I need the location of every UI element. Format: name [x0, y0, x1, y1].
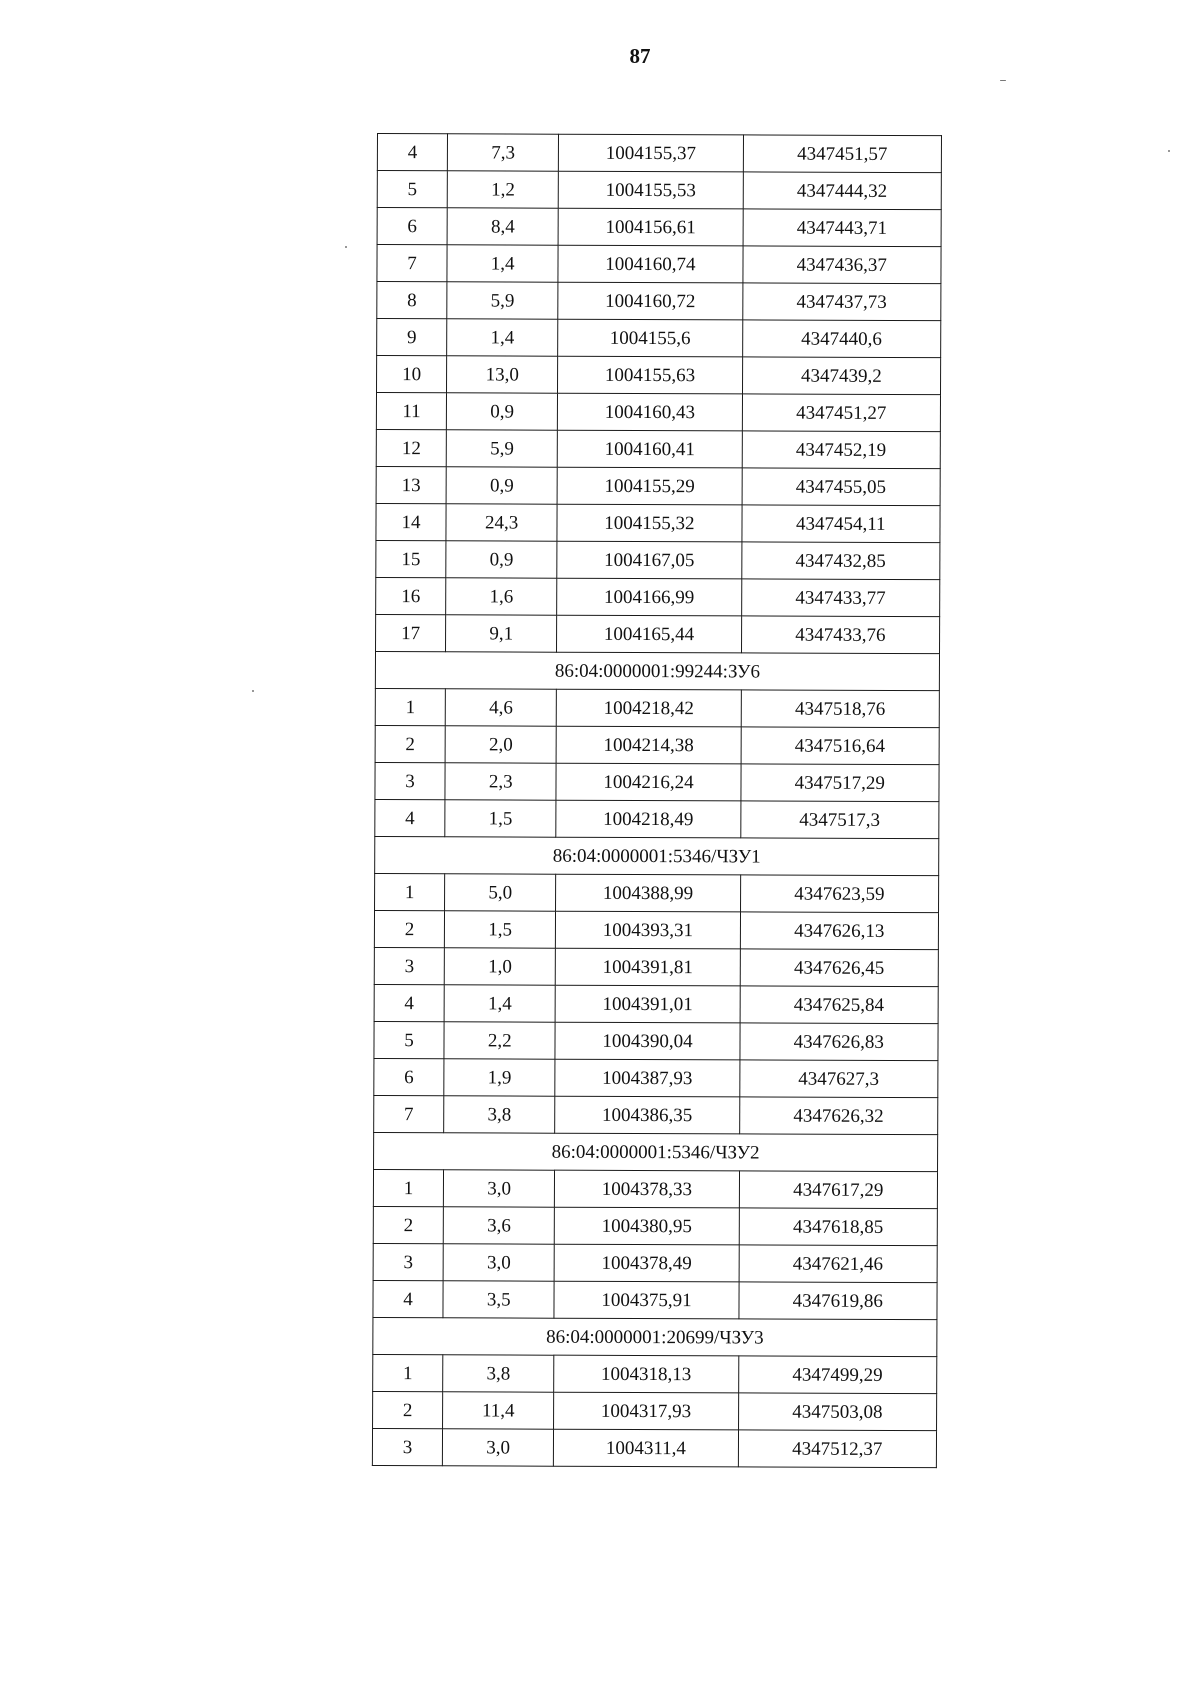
section-title: 86:04:0000001:99244:ЗУ6	[375, 651, 939, 690]
x-coordinate-cell: 1004155,37	[559, 134, 743, 172]
distance-cell: 13,0	[447, 356, 558, 393]
distance-cell: 1,4	[447, 319, 558, 356]
table-row	[376, 503, 940, 542]
distance-cell: 3,0	[442, 1429, 553, 1466]
table-row	[374, 1021, 938, 1060]
y-coordinate-cell: 4347439,2	[742, 357, 941, 395]
point-number-cell: 2	[373, 1391, 443, 1428]
section-title: 86:04:0000001:20699/ЧЗУ3	[373, 1317, 937, 1356]
distance-cell: 0,9	[446, 467, 557, 504]
y-coordinate-cell: 4347499,29	[738, 1356, 937, 1394]
distance-cell: 1,0	[444, 948, 555, 985]
distance-cell: 3,8	[443, 1355, 554, 1392]
x-coordinate-cell: 1004160,74	[558, 245, 742, 283]
distance-cell: 1,5	[445, 800, 556, 837]
point-number-cell: 12	[376, 429, 446, 466]
point-number-cell: 1	[375, 873, 445, 910]
table-row	[373, 1243, 937, 1282]
point-number-cell: 16	[376, 577, 446, 614]
x-coordinate-cell: 1004317,93	[554, 1392, 738, 1430]
point-number-cell: 6	[374, 1058, 444, 1095]
point-number-cell: 11	[376, 393, 446, 430]
x-coordinate-cell: 1004155,6	[558, 319, 742, 357]
page-number: 87	[629, 44, 651, 68]
point-number-cell: 10	[377, 356, 447, 393]
table-row	[376, 393, 940, 432]
x-coordinate-cell: 1004218,42	[557, 689, 741, 727]
point-number-cell: 17	[376, 614, 446, 651]
point-number-cell: 3	[375, 762, 445, 799]
table-row	[374, 947, 938, 986]
x-coordinate-cell: 1004155,63	[558, 356, 742, 394]
x-coordinate-cell: 1004214,38	[556, 726, 740, 764]
point-number-cell: 15	[376, 540, 446, 577]
x-coordinate-cell: 1004318,13	[554, 1355, 738, 1393]
table-row	[375, 873, 939, 912]
y-coordinate-cell: 4347625,84	[740, 986, 939, 1024]
point-number-cell: 6	[377, 208, 447, 245]
x-coordinate-cell: 1004156,61	[558, 208, 742, 246]
y-coordinate-cell: 4347443,71	[743, 209, 942, 247]
distance-cell: 0,9	[446, 393, 557, 430]
y-coordinate-cell: 4347626,13	[740, 912, 939, 950]
y-coordinate-cell: 4347512,37	[738, 1430, 937, 1468]
table-row	[374, 1095, 938, 1134]
x-coordinate-cell: 1004390,04	[555, 1022, 739, 1060]
table-row	[377, 171, 941, 210]
table-row	[376, 429, 940, 468]
x-coordinate-cell: 1004393,31	[556, 911, 740, 949]
distance-cell: 2,3	[445, 763, 556, 800]
point-number-cell: 5	[374, 1021, 444, 1058]
x-coordinate-cell: 1004311,4	[554, 1429, 738, 1467]
distance-cell: 5,0	[445, 874, 556, 911]
y-coordinate-cell: 4347626,45	[740, 949, 939, 987]
point-number-cell: 4	[373, 1280, 443, 1317]
table-row	[372, 1428, 936, 1467]
distance-cell: 1,2	[447, 171, 558, 208]
distance-cell: 3,6	[443, 1207, 554, 1244]
section-row	[373, 1317, 937, 1356]
point-number-cell: 4	[375, 799, 445, 836]
y-coordinate-cell: 4347433,76	[741, 616, 940, 654]
y-coordinate-cell: 4347451,57	[743, 135, 942, 173]
y-coordinate-cell: 4347454,11	[742, 505, 941, 543]
distance-cell: 1,9	[444, 1059, 555, 1096]
distance-cell: 3,8	[444, 1096, 555, 1133]
point-number-cell: 5	[377, 171, 447, 208]
y-coordinate-cell: 4347444,32	[743, 172, 942, 210]
x-coordinate-cell: 1004388,99	[556, 874, 740, 912]
distance-cell: 0,9	[446, 541, 557, 578]
distance-cell: 1,5	[444, 911, 555, 948]
y-coordinate-cell: 4347627,3	[739, 1060, 938, 1098]
distance-cell: 1,4	[444, 985, 555, 1022]
point-number-cell: 2	[373, 1206, 443, 1243]
point-number-cell: 3	[374, 947, 444, 984]
point-number-cell: 8	[377, 282, 447, 319]
point-number-cell: 1	[373, 1354, 443, 1391]
x-coordinate-cell: 1004386,35	[555, 1096, 739, 1134]
scan-speck	[252, 690, 254, 692]
y-coordinate-cell: 4347503,08	[738, 1393, 937, 1431]
table-row	[374, 1058, 938, 1097]
distance-cell: 9,1	[446, 615, 557, 652]
point-number-cell: 3	[372, 1428, 442, 1465]
point-number-cell: 4	[377, 134, 447, 171]
section-row	[375, 836, 939, 875]
y-coordinate-cell: 4347440,6	[742, 320, 941, 358]
x-coordinate-cell: 1004167,05	[557, 541, 741, 579]
y-coordinate-cell: 4347437,73	[742, 283, 941, 321]
scan-speck	[1000, 80, 1006, 81]
table-row	[376, 614, 940, 653]
y-coordinate-cell: 4347518,76	[741, 690, 940, 728]
distance-cell: 3,5	[443, 1281, 554, 1318]
point-number-cell: 2	[375, 725, 445, 762]
x-coordinate-cell: 1004391,81	[556, 948, 740, 986]
table-row	[377, 208, 941, 247]
point-number-cell: 9	[377, 319, 447, 356]
x-coordinate-cell: 1004216,24	[556, 763, 740, 801]
table-row	[375, 688, 939, 727]
scan-speck	[345, 246, 347, 248]
table-row	[376, 577, 940, 616]
y-coordinate-cell: 4347451,27	[742, 394, 941, 432]
distance-cell: 24,3	[446, 504, 557, 541]
x-coordinate-cell: 1004218,49	[556, 800, 740, 838]
distance-cell: 2,2	[444, 1022, 555, 1059]
distance-cell: 2,0	[445, 726, 556, 763]
table-row	[373, 1391, 937, 1430]
point-number-cell: 1	[375, 688, 445, 725]
y-coordinate-cell: 4347618,85	[739, 1208, 938, 1246]
y-coordinate-cell: 4347436,37	[743, 246, 942, 284]
distance-cell: 3,0	[443, 1170, 554, 1207]
y-coordinate-cell: 4347517,3	[740, 801, 939, 839]
point-number-cell: 3	[373, 1243, 443, 1280]
y-coordinate-cell: 4347623,59	[740, 875, 939, 913]
x-coordinate-cell: 1004160,43	[558, 393, 742, 431]
y-coordinate-cell: 4347617,29	[739, 1171, 938, 1209]
x-coordinate-cell: 1004160,72	[558, 282, 742, 320]
section-title: 86:04:0000001:5346/ЧЗУ1	[375, 836, 939, 875]
table-row	[377, 319, 941, 358]
table-row	[374, 984, 938, 1023]
distance-cell: 7,3	[447, 134, 558, 171]
table-row	[377, 282, 941, 321]
scan-speck	[1168, 150, 1170, 152]
x-coordinate-cell: 1004378,49	[554, 1244, 738, 1282]
point-number-cell: 13	[376, 466, 446, 503]
table-row	[377, 134, 941, 173]
point-number-cell: 7	[377, 245, 447, 282]
table-row	[376, 466, 940, 505]
y-coordinate-cell: 4347455,05	[742, 468, 941, 506]
distance-cell: 3,0	[443, 1244, 554, 1281]
coordinates-table-body	[372, 134, 941, 1468]
table-row	[373, 1280, 937, 1319]
x-coordinate-cell: 1004391,01	[555, 985, 739, 1023]
y-coordinate-cell: 4347626,32	[739, 1097, 938, 1135]
table-row	[375, 799, 939, 838]
x-coordinate-cell: 1004155,53	[559, 171, 743, 209]
x-coordinate-cell: 1004375,91	[554, 1281, 738, 1319]
section-title: 86:04:0000001:5346/ЧЗУ2	[374, 1132, 938, 1171]
distance-cell: 8,4	[447, 208, 558, 245]
table-row	[377, 245, 941, 284]
table-row	[375, 762, 939, 801]
point-number-cell: 14	[376, 503, 446, 540]
y-coordinate-cell: 4347432,85	[741, 542, 940, 580]
point-number-cell: 2	[374, 910, 444, 947]
x-coordinate-cell: 1004387,93	[555, 1059, 739, 1097]
x-coordinate-cell: 1004380,95	[555, 1207, 739, 1245]
distance-cell: 1,6	[446, 578, 557, 615]
table-row	[374, 910, 938, 949]
distance-cell: 5,9	[446, 430, 557, 467]
x-coordinate-cell: 1004160,41	[558, 430, 742, 468]
y-coordinate-cell: 4347452,19	[742, 431, 941, 469]
section-row	[374, 1132, 938, 1171]
point-number-cell: 4	[374, 984, 444, 1021]
table-row	[373, 1354, 937, 1393]
distance-cell: 4,6	[445, 689, 556, 726]
point-number-cell: 7	[374, 1095, 444, 1132]
x-coordinate-cell: 1004378,33	[555, 1170, 739, 1208]
y-coordinate-cell: 4347626,83	[740, 1023, 939, 1061]
x-coordinate-cell: 1004165,44	[557, 615, 741, 653]
y-coordinate-cell: 4347516,64	[741, 727, 940, 765]
x-coordinate-cell: 1004166,99	[557, 578, 741, 616]
y-coordinate-cell: 4347619,86	[739, 1282, 938, 1320]
section-row	[375, 651, 939, 690]
table-row	[373, 1206, 937, 1245]
table-row	[373, 1169, 937, 1208]
y-coordinate-cell: 4347433,77	[741, 579, 940, 617]
coordinates-table	[372, 133, 942, 1468]
distance-cell: 11,4	[443, 1392, 554, 1429]
distance-cell: 1,4	[447, 245, 558, 282]
y-coordinate-cell: 4347517,29	[741, 764, 940, 802]
distance-cell: 5,9	[447, 282, 558, 319]
y-coordinate-cell: 4347621,46	[739, 1245, 938, 1283]
x-coordinate-cell: 1004155,29	[557, 467, 741, 505]
point-number-cell: 1	[373, 1169, 443, 1206]
table-row	[375, 725, 939, 764]
table-row	[377, 356, 941, 395]
table-row	[376, 540, 940, 579]
x-coordinate-cell: 1004155,32	[557, 504, 741, 542]
